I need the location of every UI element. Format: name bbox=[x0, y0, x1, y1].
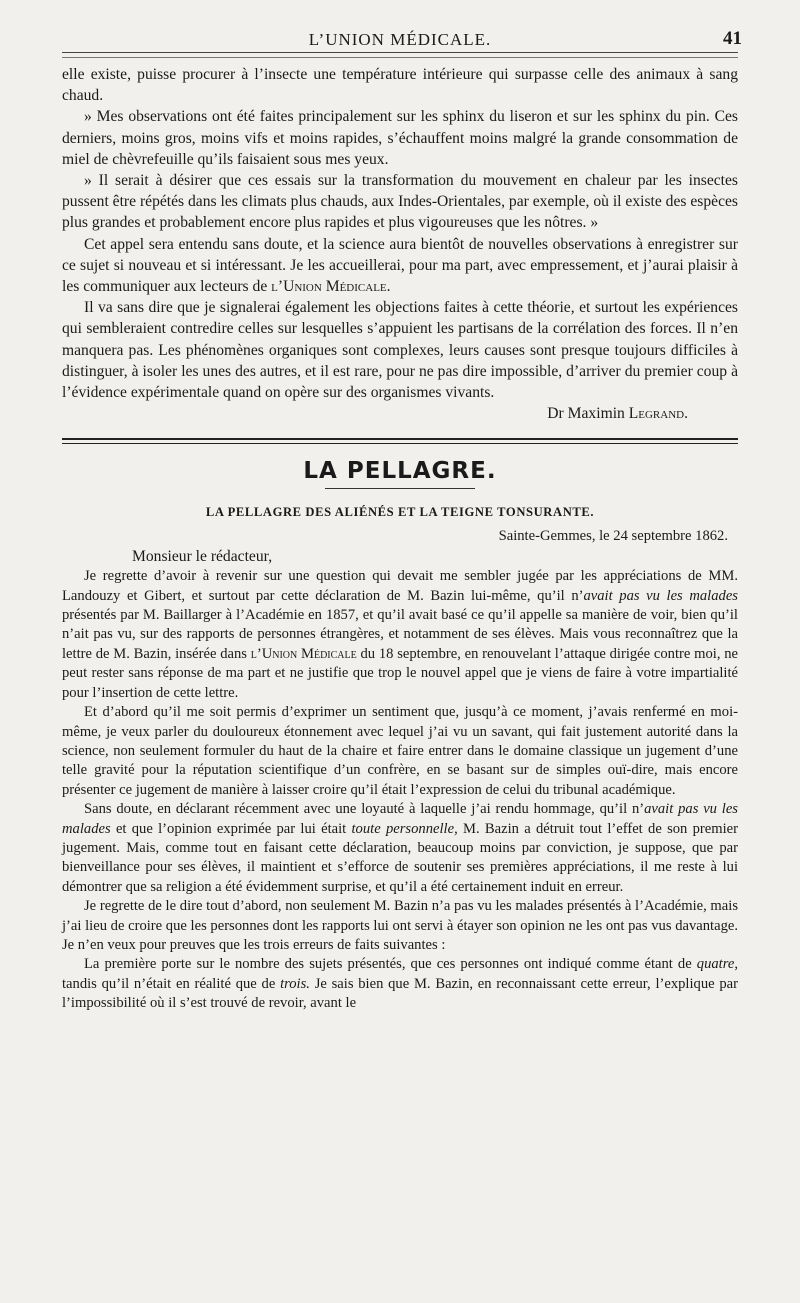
paragraph bbox=[62, 800, 738, 897]
paragraph bbox=[62, 955, 738, 1013]
article-subtitle: LA PELLAGRE DES ALIÉNÉS ET LA TEIGNE TONSURANTE. bbox=[205, 505, 595, 520]
emphasis: trois. bbox=[280, 975, 310, 992]
paragraph: Je regrette de le dire tout d’abord, non seulement M. Bazin n’a pas vu les malades présentés à l’Académie, mais j’ai lieu de croire que les personnes dont les rapports lui ont servi à étayer son opinion ne les ont pas vus davantage. Je n’en veux pour preuves que les trois erreurs de faits suivantes : bbox=[62, 898, 738, 953]
journal-name: l’Union Médicale bbox=[250, 645, 357, 662]
text-run: . bbox=[386, 278, 391, 296]
text-run: , tandis qu’il n’était en réalité que de bbox=[62, 956, 738, 992]
signature-name: Legrand. bbox=[628, 405, 688, 423]
page-number: 41 bbox=[723, 28, 742, 49]
emphasis: toute personnelle bbox=[351, 820, 455, 837]
header-rule bbox=[62, 57, 738, 58]
text-run: Sans doute, en déclarant récemment avec une loyauté à laquelle j’ai rendu hommage, qu’il n’ bbox=[84, 801, 645, 818]
paragraph: Et d’abord qu’il me soit permis d’exprimer un sentiment que, jusqu’à ce moment, j’avais renfermé en moi-même, je veux parler du douloureux étonnement avec lequel j’ai vu un savant, qui fait justement autorité dans la science, non seulement formuler du haut de la chaire et faire entrer dans le domaine classique un jugement d’une telle gravité pour la réputation scientifique d’un confrère, en se basant sur de simples ouï-dire, mais encore présenter ce jugement de manière à laisser croire qu’il était l’expression de celui du tribunal académique. bbox=[62, 704, 738, 798]
signature-prefix: Dr Maximin bbox=[547, 405, 629, 423]
paragraph bbox=[62, 567, 738, 703]
emphasis: avait pas vu les malades bbox=[62, 801, 738, 837]
emphasis: quatre bbox=[696, 956, 735, 973]
section-title: LA PELLAGRE. bbox=[303, 458, 497, 485]
text-run: présentés par M. Baillarger à l’Académie en 1857, et qu’il avait basé ce qu’il appelle sa manière de voir, bien qu’il n’ait pas vu, sur des rapports de personnes étrangères, et notamment de ses élèves. Mais vous reconnaîtrez que la lettre de M. Bazin, insérée dans bbox=[62, 607, 738, 662]
dateline: Sainte-Gemmes, le 24 septembre 1862. bbox=[498, 528, 728, 545]
text-run: et que l’opinion exprimée par lui était bbox=[110, 820, 352, 837]
paragraph: Il va sans dire que je signalerai également les objections faites à cette théorie, et surtout les expériences qui sembleraient contredire celles sur lesquelles s’appuient les partisans de la corrélation des forces. Il n’en manquera pas. Les phénomènes organiques sont complexes, leurs causes sont presque toujours difficiles à distinguer, à isoler les unes des autres, et il est rare, pour ne pas dire impossible, d’arriver du premier coup à l’évidence expérimentale quand on opère sur des organismes vivants. bbox=[62, 299, 738, 402]
letter-body bbox=[62, 567, 738, 1013]
emphasis: avait pas vu les malades bbox=[583, 587, 738, 604]
section-divider bbox=[62, 438, 738, 444]
paragraph: elle existe, puisse procurer à l’insecte une température intérieure qui surpasse celle des animaux à sang chaud. bbox=[62, 66, 738, 105]
running-header bbox=[62, 22, 742, 53]
paragraph: » Mes observations ont été faites principalement sur les sphinx du liseron et sur les sphinx du pin. Ces derniers, moins gros, moins vifs et moins rapides, s’échauffent moins malgré la grande consommation de miel de chèvrefeuille qu’ils faisaient sous mes yeux. bbox=[62, 108, 738, 168]
journal-name: l’Union Médicale bbox=[271, 278, 387, 296]
article-body bbox=[62, 64, 738, 403]
text-run: Cet appel sera entendu sans doute, et la science aura bientôt de nouvelles observations à enregistrer sur ce sujet si nouveau et si intéressant. Je les accueillerai, pour ma part, avec empressement, et j’aurai plaisir à les communiquer aux lecteurs de bbox=[62, 235, 738, 296]
text-run: , M. Bazin a détruit tout l’effet de son premier jugement. Mais, comme tout en faisant cette déclaration, beaucoup moins par conviction, je suppose, que par bienveillance pour ses élèves, il maintient et s’efforce de soutenir ses premières appréciations, il me reste à lui démontrer que sa religion a été évidemment surprise, et qu’il a été certainement induit en erreur. bbox=[62, 820, 739, 895]
running-title: L’UNION MÉDICALE. bbox=[308, 30, 492, 49]
text-run: du 18 septembre, en renouvelant l’attaque dirigée contre moi, ne peut rester sans réponse de ma part et ne justifie que trop le nouvel appel que je viens de faire à votre impartialité pour l’insertion de cette lettre. bbox=[62, 645, 739, 701]
title-underline bbox=[325, 488, 475, 489]
text-run: La première porte sur le nombre des sujets présentés, que ces personnes ont indiqué comme étant de bbox=[84, 956, 697, 973]
paragraph: » Il serait à désirer que ces essais sur la transformation du mouvement en chaleur par les insectes pussent être répétés dans les climats plus chauds, aux Indes-Orientales, par exemple, où il existe des espèces plus grandes et probablement encore plus rapides et plus vigoureuses que les nôtres. » bbox=[62, 172, 738, 232]
text-run: Je sais bien que M. Bazin, en reconnaissant cette erreur, l’explique par l’impossibilité où il s’est trouvé de revoir, avant le bbox=[62, 975, 738, 1012]
salutation: Monsieur le rédacteur, bbox=[132, 548, 273, 566]
author-signature bbox=[62, 403, 688, 424]
paragraph bbox=[62, 234, 738, 298]
text-run: Je regrette d’avoir à revenir sur une question qui devait me sembler jugée par les appréciations de MM. Landouzy et Gibert, et surtout par cette déclaration de M. Bazin lui-même, qu’il n’ bbox=[62, 568, 738, 604]
